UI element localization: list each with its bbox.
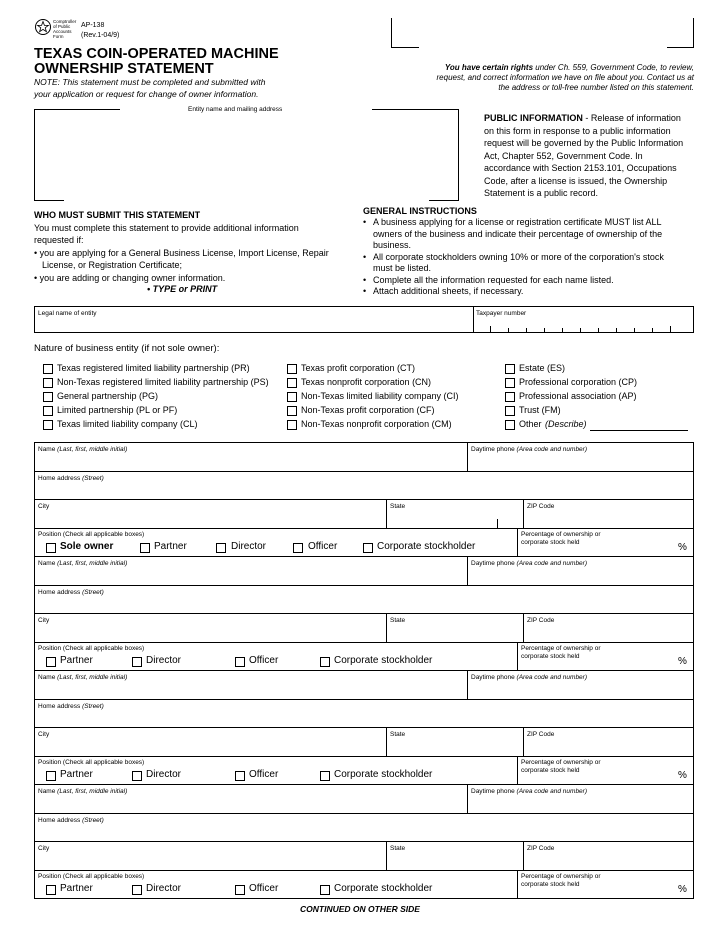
position-option-label: Director (146, 883, 182, 894)
continued-on-other-side: CONTINUED ON OTHER SIDE (300, 904, 420, 914)
top-box-right-edge (693, 18, 694, 48)
name-label-text: Name (38, 788, 56, 795)
row-divider (34, 756, 694, 757)
pct-label-line1: Percentage of ownership or (521, 873, 601, 880)
phone-label-text: Daytime phone (471, 674, 515, 681)
zip-label: ZIP Code (527, 845, 555, 852)
position-option-label: Director (146, 655, 182, 666)
nature-option-label: Texas limited liability company (CL) (57, 419, 198, 429)
position-label: Position (Check all applicable boxes) (38, 873, 145, 880)
home-hint: (Street) (82, 589, 104, 596)
nature-checkbox[interactable] (43, 392, 53, 402)
name-label (38, 446, 127, 453)
pct-label-line1: Percentage of ownership or (521, 645, 601, 652)
who-must-submit-heading: WHO MUST SUBMIT THIS STATEMENT (34, 210, 201, 220)
name-label-text: Name (38, 446, 56, 453)
pct-label-line1: Percentage of ownership or (521, 759, 601, 766)
agency-line: Comptroller (53, 19, 77, 24)
public-info-line: accordance with Section 2153.101, Occupations (484, 163, 677, 173)
position-option-label: Partner (154, 541, 187, 552)
nature-option-label: Non-Texas limited liability company (CI) (301, 391, 459, 401)
position-label: Position (Check all applicable boxes) (38, 645, 145, 652)
owner-name-field[interactable] (35, 682, 466, 698)
taxpayer-digit-tick (580, 328, 581, 333)
row-divider (34, 727, 694, 728)
instruction-line: Attach additional sheets, if necessary. (373, 286, 524, 296)
position-option-label: Corporate stockholder (334, 883, 433, 894)
nature-checkbox[interactable] (287, 364, 297, 374)
position-checkbox[interactable] (363, 543, 373, 553)
home-address-label (38, 703, 104, 710)
city-label: City (38, 845, 50, 852)
legal-name-field[interactable] (35, 318, 472, 332)
rights-line1 (394, 63, 694, 73)
city-label: City (38, 617, 50, 624)
nature-checkbox[interactable] (505, 364, 515, 374)
row-divider (34, 870, 694, 871)
nature-checkbox[interactable] (505, 406, 515, 416)
position-option-label: Sole owner (60, 541, 114, 552)
instruction-item (363, 286, 698, 298)
city-field[interactable] (35, 853, 385, 869)
zip-label: ZIP Code (527, 731, 555, 738)
instruction-line: All corporate stockholders owning 10% or more of the corporation's stock (373, 251, 664, 262)
nature-checkbox[interactable] (287, 420, 297, 430)
note-line2: your application or request for change of owner information. (34, 89, 259, 99)
nature-checkbox[interactable] (43, 406, 53, 416)
position-label: Position (Check all applicable boxes) (38, 759, 145, 766)
form-number: AP-138 (81, 22, 105, 29)
position-option-label: Officer (249, 655, 279, 666)
nature-option-label: Other (519, 419, 542, 429)
instruction-item (363, 217, 698, 252)
public-info-line: on this form in response to a public information (484, 125, 671, 136)
entity-box-bottom-edge-right (429, 200, 459, 201)
position-option-label: Corporate stockholder (334, 769, 433, 780)
zip-field[interactable] (524, 739, 693, 755)
who-line: You must complete this statement to provide additional information (34, 222, 299, 233)
owner-name-field[interactable] (35, 796, 466, 812)
taxpayer-digit-tick (598, 328, 599, 333)
home-label-text: Home address (38, 475, 81, 482)
pct-label-line2: corporate stock held (521, 539, 580, 546)
home-address-field[interactable] (35, 825, 693, 840)
position-checkbox[interactable] (320, 885, 330, 895)
nature-checkbox[interactable] (287, 378, 297, 388)
position-option-label: Director (146, 769, 182, 780)
zip-field[interactable] (524, 625, 693, 641)
city-field[interactable] (35, 625, 385, 641)
nature-checkbox[interactable] (505, 420, 515, 430)
nature-option-label: Trust (FM) (519, 405, 561, 415)
zip-field[interactable] (524, 511, 693, 527)
state-field[interactable] (387, 853, 522, 869)
instruction-line: A business applying for a license or registration certificate MUST list ALL (373, 217, 662, 227)
name-label (38, 788, 127, 795)
position-checkbox[interactable] (46, 771, 56, 781)
state-label: State (390, 503, 406, 510)
position-option-label: Corporate stockholder (334, 655, 433, 666)
rights-line1-rest: under Ch. 559, Government Code, to review, (533, 63, 694, 72)
taxpayer-number-label: Taxpayer number (476, 310, 527, 317)
city-label: City (38, 731, 50, 738)
row-divider (34, 813, 694, 814)
name-hint: (Last, first, middle initial) (57, 560, 128, 567)
taxpayer-digit-tick (562, 328, 563, 333)
legal-name-label: Legal name of entity (38, 310, 97, 317)
row-divider (34, 841, 694, 842)
home-label-text: Home address (38, 703, 81, 710)
daytime-phone-field[interactable] (468, 796, 693, 812)
taxpayer-digit-tick (544, 328, 545, 333)
instruction-line: must be listed. (373, 263, 432, 273)
phone-label (471, 788, 587, 795)
owner-name-field[interactable] (35, 568, 466, 584)
name-label-text: Name (38, 674, 56, 681)
row-divider (34, 642, 694, 643)
taxpayer-digit-tick (670, 326, 671, 333)
nature-option-label: Texas profit corporation (CT) (301, 363, 416, 373)
position-label: Position (Check all applicable boxes) (38, 531, 145, 538)
zip-extension-tick (497, 519, 498, 528)
type-or-print: • TYPE or PRINT (147, 284, 218, 294)
ownership-percentage-field[interactable] (518, 660, 668, 670)
city-label: City (38, 503, 50, 510)
position-checkbox[interactable] (320, 657, 330, 667)
city-field[interactable] (35, 739, 385, 755)
home-address-label (38, 475, 104, 482)
position-checkbox[interactable] (132, 657, 142, 667)
row-divider (34, 528, 694, 529)
row-divider (34, 585, 694, 586)
phone-label (471, 560, 587, 567)
nature-label: Nature of business entity (if not sole owner): (34, 343, 220, 354)
rights-statement (394, 63, 694, 93)
rights-line2: request, and correct information we have on file about you. Contact us at (436, 73, 694, 82)
nature-checkbox[interactable] (43, 420, 53, 430)
position-option-label: Officer (249, 883, 279, 894)
agency-line: Form (53, 34, 64, 39)
comptroller-seal (35, 19, 51, 35)
nature-option-label: Non-Texas registered limited liability partnership (PS) (57, 377, 269, 387)
position-option-label: Officer (308, 541, 338, 552)
agency-line: Accounts (53, 29, 72, 34)
home-address-field[interactable] (35, 711, 693, 726)
other-describe-label: (Describe) (545, 419, 587, 429)
taxpayer-number-field[interactable] (474, 318, 693, 332)
owner-name-field[interactable] (35, 454, 466, 470)
nature-checkbox[interactable] (43, 378, 53, 388)
daytime-phone-field[interactable] (468, 682, 693, 698)
public-info-bold: PUBLIC INFORMATION (484, 113, 583, 123)
phone-label-text: Daytime phone (471, 560, 515, 567)
name-hint: (Last, first, middle initial) (57, 674, 128, 681)
position-option-label: Officer (249, 769, 279, 780)
public-info-line: request will be governed by the Public Information (484, 138, 684, 148)
position-checkbox[interactable] (235, 657, 245, 667)
row-divider (34, 699, 694, 700)
instruction-line: owners of the business and indicate their percentage of ownership of the (373, 228, 663, 239)
position-checkbox[interactable] (46, 885, 56, 895)
state-field[interactable] (387, 511, 522, 527)
name-label-text: Name (38, 560, 56, 567)
zip-label: ZIP Code (527, 617, 555, 624)
position-checkbox[interactable] (46, 543, 56, 553)
row-divider (34, 471, 694, 472)
phone-label-text: Daytime phone (471, 446, 515, 453)
pct-label-line2: corporate stock held (521, 767, 580, 774)
pct-label-line2: corporate stock held (521, 881, 580, 888)
public-information (484, 112, 694, 200)
nature-checkbox[interactable] (505, 392, 515, 402)
who-line: • you are adding or changing owner information. (34, 272, 226, 283)
position-option-label: Partner (60, 769, 93, 780)
general-instructions-list (363, 217, 698, 298)
nature-option-label: Non-Texas profit corporation (CF) (301, 405, 435, 415)
nature-checkbox[interactable] (43, 364, 53, 374)
general-instructions-heading: GENERAL INSTRUCTIONS (363, 206, 477, 216)
top-box-bottom-edge-right (667, 47, 694, 48)
phone-hint: (Area code and number) (516, 446, 588, 453)
form-title-line1: TEXAS COIN-OPERATED MACHINE (34, 46, 279, 62)
phone-label (471, 674, 587, 681)
percent-sign: % (678, 542, 687, 553)
home-hint: (Street) (82, 475, 104, 482)
position-checkbox[interactable] (140, 543, 150, 553)
name-hint: (Last, first, middle initial) (57, 446, 128, 453)
who-must-submit (34, 209, 354, 284)
who-line: • you are applying for a General Business License, Import License, Repair (34, 247, 329, 258)
name-label (38, 560, 127, 567)
ownership-percentage-field[interactable] (518, 774, 668, 784)
general-instructions (363, 206, 698, 298)
state-label: State (390, 617, 406, 624)
rights-line3: the address or toll-free number listed on this statement. (498, 83, 694, 92)
phone-hint: (Area code and number) (516, 674, 588, 681)
star-icon (36, 20, 50, 34)
position-checkbox[interactable] (293, 543, 303, 553)
nature-option-label: Estate (ES) (519, 363, 566, 373)
nature-option-label: Limited partnership (PL or PF) (57, 405, 178, 415)
state-label: State (390, 845, 406, 852)
nature-checkbox[interactable] (287, 406, 297, 416)
row-divider (34, 499, 694, 500)
percent-sign: % (678, 884, 687, 895)
position-option-label: Partner (60, 655, 93, 666)
city-field[interactable] (35, 511, 385, 527)
state-field[interactable] (387, 739, 522, 755)
agency-line: of Public (53, 24, 71, 29)
entity-name-address-field[interactable] (35, 110, 458, 200)
daytime-phone-field[interactable] (468, 454, 693, 470)
taxpayer-digit-tick (652, 328, 653, 333)
phone-label-text: Daytime phone (471, 788, 515, 795)
home-label-text: Home address (38, 589, 81, 596)
nature-checkbox[interactable] (287, 392, 297, 402)
name-label (38, 674, 127, 681)
daytime-phone-field[interactable] (468, 568, 693, 584)
taxpayer-digit-tick (490, 326, 491, 333)
home-address-field[interactable] (35, 597, 693, 612)
form-title-line2: OWNERSHIP STATEMENT (34, 61, 214, 77)
position-checkbox[interactable] (320, 771, 330, 781)
position-checkbox[interactable] (132, 885, 142, 895)
instruction-item (363, 275, 698, 287)
instruction-line: Complete all the information requested for each name listed. (373, 274, 614, 285)
zip-label: ZIP Code (527, 503, 555, 510)
position-option-label: Director (231, 541, 267, 552)
percent-sign: % (678, 656, 687, 667)
nature-option-label: Non-Texas nonprofit corporation (CM) (301, 419, 452, 429)
position-checkbox[interactable] (46, 657, 56, 667)
position-checkbox[interactable] (216, 543, 226, 553)
form-revision: (Rev.1-04/9) (81, 32, 120, 39)
nature-option-label: Professional corporation (CP) (519, 377, 638, 387)
zip-field[interactable] (524, 853, 693, 869)
instruction-line: business. (373, 240, 412, 250)
home-hint: (Street) (82, 703, 104, 710)
top-box-left-edge (391, 18, 392, 48)
who-line: License, or Registration Certificate; (42, 260, 183, 270)
who-line: requested if: (34, 235, 84, 245)
nature-option-label: Texas nonprofit corporation (CN) (301, 377, 432, 387)
taxpayer-digit-tick (634, 328, 635, 333)
public-info-line: Statement is a public record. (484, 188, 599, 198)
public-info-text: - Release of information (582, 113, 681, 123)
nature-option-label: General partnership (PG) (57, 391, 159, 401)
agency-name (53, 19, 76, 39)
position-option-label: Partner (60, 883, 93, 894)
state-label: State (390, 731, 406, 738)
instruction-item (363, 252, 698, 275)
home-hint: (Street) (82, 817, 104, 824)
nature-option-label: Texas registered limited liability partnership (PR) (57, 363, 250, 373)
taxpayer-digit-tick (508, 328, 509, 333)
home-address-label (38, 589, 104, 596)
public-info-line: Code, after a license is issued, the Ownership (484, 175, 668, 186)
taxpayer-digit-tick (616, 328, 617, 333)
public-info-line (484, 112, 694, 125)
pct-label-line2: corporate stock held (521, 653, 580, 660)
other-describe-field[interactable] (590, 430, 688, 431)
taxpayer-digit-tick (526, 328, 527, 333)
position-checkbox[interactable] (235, 771, 245, 781)
ownership-percentage-field[interactable] (518, 546, 668, 556)
ownership-percentage-field[interactable] (518, 888, 668, 898)
note-line1: NOTE: This statement must be completed and submitted with (34, 77, 266, 87)
phone-label (471, 446, 587, 453)
phone-hint: (Area code and number) (516, 560, 588, 567)
percent-sign: % (678, 770, 687, 781)
home-address-field[interactable] (35, 483, 693, 498)
position-checkbox[interactable] (132, 771, 142, 781)
phone-hint: (Area code and number) (516, 788, 588, 795)
top-box-bottom-edge (391, 47, 419, 48)
position-checkbox[interactable] (235, 885, 245, 895)
nature-checkbox[interactable] (505, 378, 515, 388)
entity-box-right-edge (458, 109, 459, 201)
nature-option-label: Professional association (AP) (519, 391, 637, 401)
public-info-line: Act, Chapter 552, Government Code. In (484, 150, 643, 161)
entity-box-bottom-edge-left (34, 200, 64, 201)
entity-name-label: Entity name and mailing address (188, 106, 283, 113)
position-option-label: Corporate stockholder (377, 541, 476, 552)
state-field[interactable] (387, 625, 522, 641)
home-address-label (38, 817, 104, 824)
pct-label-line1: Percentage of ownership or (521, 531, 601, 538)
name-hint: (Last, first, middle initial) (57, 788, 128, 795)
home-label-text: Home address (38, 817, 81, 824)
row-divider (34, 613, 694, 614)
rights-bold: You have certain rights (444, 63, 534, 72)
